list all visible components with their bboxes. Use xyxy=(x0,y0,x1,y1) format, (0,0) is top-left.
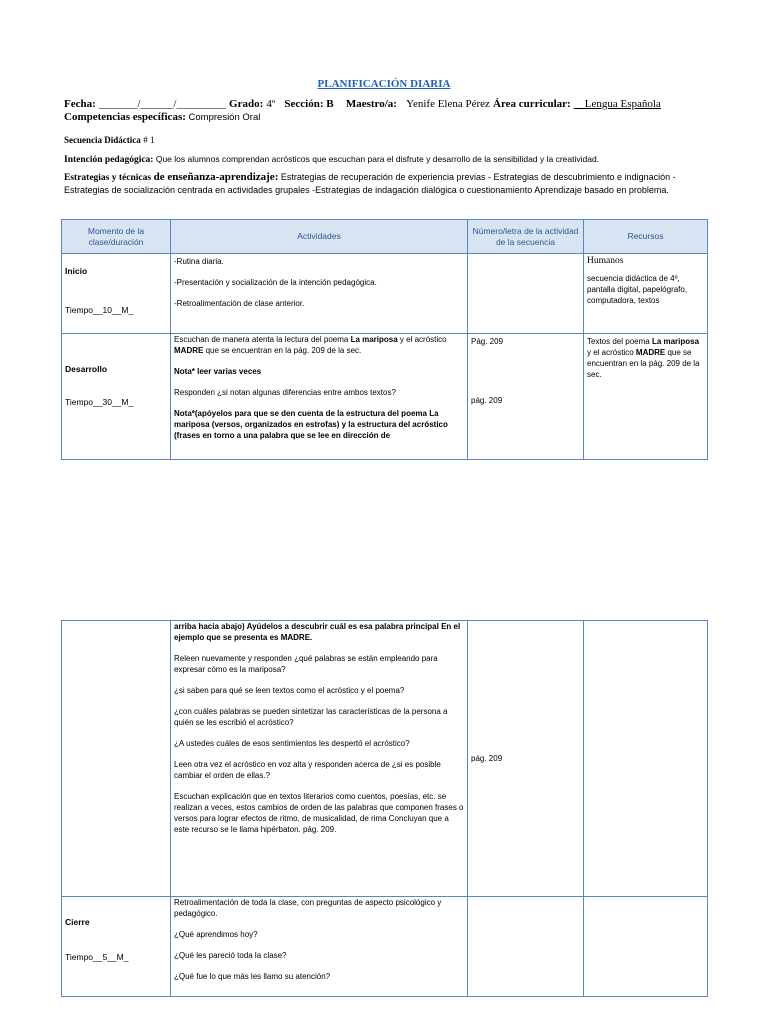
continuacion-activity: ¿con cuáles palabras se pueden sintetizar las características de la persona a quién se les escribió el acróstico? xyxy=(174,707,448,727)
desarrollo-moment-cell xyxy=(62,334,171,460)
recursos-humanos: Humanos xyxy=(587,256,624,266)
continuacion-activities-cell xyxy=(171,621,468,897)
header-line-fecha xyxy=(64,98,714,111)
cierre-activity: Retroalimentación de toda la clase, con preguntas de aspecto psicológico y pedagógico. xyxy=(174,898,442,918)
planning-table-part-2 xyxy=(61,620,708,997)
text-fragment: La mariposa xyxy=(651,337,700,346)
continuacion-moment-cell xyxy=(62,621,171,897)
header-actividades: Actividades xyxy=(171,220,468,254)
grado-label: Grado: xyxy=(229,98,264,110)
continuacion-nota: arriba hacia abajo) Ayúdelos a descubrir cuál es esa palabra principal En el ejemplo que se presenta es MADRE. xyxy=(174,622,461,642)
inicio-activities-cell xyxy=(171,254,468,334)
recursos-list: secuencia didáctica de 4º, pantalla digital, papelógrafo, computadora, textos xyxy=(587,274,688,305)
cierre-activity: ¿Qué les pareció toda la clase? xyxy=(174,951,287,960)
desarrollo-label: Desarrollo xyxy=(65,364,108,374)
header-line-competencias xyxy=(64,111,714,124)
header-line-estrategias xyxy=(64,171,714,196)
numero-ref: pág. 209 xyxy=(471,754,503,763)
secuencia-label: Secuencia Didáctica xyxy=(64,135,141,145)
text-fragment: que se encuentran en la pág. 209 de la sec. xyxy=(203,346,362,355)
cierre-activity: ¿Qué fue lo que más les llamo su atención? xyxy=(174,972,331,981)
cierre-activity: ¿Qué aprendimos hoy? xyxy=(174,930,258,939)
desarrollo-activity xyxy=(174,334,464,356)
continuacion-activity: ¿A ustedes cuáles de esos sentimientos les despertó el acróstico? xyxy=(174,739,410,748)
continuacion-activity: ¿si saben para qué se leen textos como el acróstico y el poema? xyxy=(174,686,405,695)
header-momento: Momento de la clase/duración xyxy=(62,220,171,254)
continuacion-activity: Leen otra vez el acróstico en voz alta y responden acerca de ¿si es posible cambiar el orden de ellas.? xyxy=(174,760,441,780)
table-row-continuacion xyxy=(62,621,708,897)
estrategias-value: Estrategias de recuperación de experiencia previas - Estrategias de descubrimiento e indignación -Estrategias de socialización centrada en actividades grupales -Estrategias de indagación dialógica o cuestionamiento Aprendizaje basado en problema. xyxy=(64,172,676,195)
header-numero: Número/letra de la actividad de la secuencia xyxy=(468,220,584,254)
intencion-value: Que los alumnos comprendan acrósticos que escuchan para el disfrute y desarrollo de la sensibilidad y la creatividad. xyxy=(155,154,600,164)
continuacion-recursos-cell xyxy=(584,621,708,897)
desarrollo-question: Responden ¿si notan algunas diferencias entre ambos textos? xyxy=(174,388,396,397)
desarrollo-numero-cell xyxy=(468,334,584,460)
text-fragment: que se encuentran en la pág. 209 de la sec. xyxy=(587,348,700,379)
cierre-recursos-cell xyxy=(584,897,708,997)
table-row-cierre xyxy=(62,897,708,997)
competencias-label: Competencias específicas: xyxy=(64,111,186,123)
planning-table-part-1 xyxy=(61,219,708,460)
table-row-inicio xyxy=(62,254,708,334)
cierre-tiempo: Tiempo__5__M_ xyxy=(65,952,129,962)
text-fragment: Escuchan de manera atenta la lectura del poema xyxy=(174,335,351,344)
competencias-value: Compresión Oral xyxy=(188,112,261,123)
continuacion-activity: Escuchan explicación que en textos literarios como cuentos, poesías, etc. se realizan a veces, estos cambios de orden de las palabras que componen frases o versos para lograr efectos de ritmo, de musicalidad, de rima Concluyan que a este recurso se le llama hipérbaton. pág. 209. xyxy=(174,792,464,834)
maestro-value: Yenife Elena Pérez xyxy=(406,98,490,110)
estrategias-label-a: Estrategias y técnicas xyxy=(64,173,152,183)
seccion-label: Sección: B xyxy=(284,98,334,110)
inicio-activity: -Rutina diaria. xyxy=(174,257,224,266)
page-2 xyxy=(0,560,768,1024)
maestro-label: Maestro/a: xyxy=(345,98,397,110)
text-fragment: MADRE xyxy=(635,348,666,357)
intencion-label: Intención pedagógica: xyxy=(64,155,154,165)
secuencia-value: # 1 xyxy=(143,135,155,145)
header-recursos: Recursos xyxy=(584,220,708,254)
desarrollo-nota: Nota*(apóyelos para que se den cuenta de la estructura del poema La mariposa (versos, organizados en estrofas) y la estructura del acróstico (frases en torno a una palabra que se lee en dirección de xyxy=(174,409,448,440)
numero-ref: Pág. 209 xyxy=(471,337,504,346)
text-fragment: MADRE xyxy=(174,346,204,355)
continuacion-activity: Releen nuevamente y responden ¿qué palabras se están empleando para expresar cómo es la mariposa? xyxy=(174,654,438,674)
continuacion-numero-cell xyxy=(468,621,584,897)
area-value: __Lengua Española xyxy=(573,98,661,110)
estrategias-label-b: de enseñanza-aprendizaje: xyxy=(153,171,279,183)
text-fragment: y el acróstico xyxy=(587,348,636,357)
inicio-moment-cell xyxy=(62,254,171,334)
page-1 xyxy=(0,0,768,500)
area-label: Área curricular: xyxy=(493,98,571,110)
table-row-desarrollo xyxy=(62,334,708,460)
inicio-numero-cell xyxy=(468,254,584,334)
recursos-text xyxy=(587,336,704,380)
text-fragment: y el acróstico xyxy=(397,335,447,344)
table-header-row xyxy=(62,220,708,254)
page-title: PLANIFICACIÓN DIARIA xyxy=(317,78,451,90)
numero-ref: pág. 209 xyxy=(471,396,503,405)
desarrollo-activities-cell xyxy=(171,334,468,460)
inicio-recursos-cell xyxy=(584,254,708,334)
text-fragment: La mariposa xyxy=(350,335,398,344)
desarrollo-recursos-cell xyxy=(584,334,708,460)
cierre-activities-cell xyxy=(171,897,468,997)
desarrollo-nota: Nota* leer varias veces xyxy=(174,367,262,376)
cierre-label: Cierre xyxy=(65,917,90,927)
header-line-secuencia xyxy=(64,134,714,147)
cierre-moment-cell xyxy=(62,897,171,997)
grado-value: 4º xyxy=(266,98,276,110)
text-fragment: Textos del poema xyxy=(587,337,652,346)
desarrollo-tiempo: Tiempo__30__M_ xyxy=(65,397,134,407)
cierre-numero-cell xyxy=(468,897,584,997)
inicio-activity: -Presentación y socialización de la intención pedagógica. xyxy=(174,278,377,287)
fecha-value: _______/______/_________ xyxy=(98,98,226,110)
inicio-tiempo: Tiempo__10__M_ xyxy=(65,305,134,315)
fecha-label: Fecha: xyxy=(64,98,96,110)
inicio-label: Inicio xyxy=(65,266,88,276)
header-line-intencion xyxy=(64,153,714,167)
inicio-activity: -Retroalimentación de clase anterior. xyxy=(174,299,305,308)
